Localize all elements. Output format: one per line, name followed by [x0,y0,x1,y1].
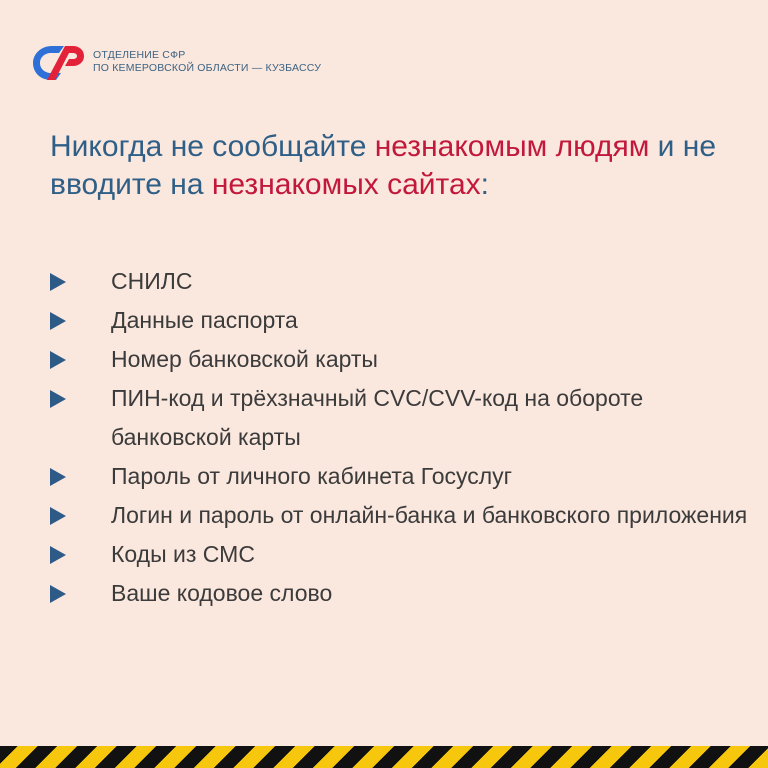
hazard-stripe [0,746,768,768]
triangle-bullet-icon [50,585,66,603]
list-item-text: Коды из СМС [111,541,255,567]
list-item [0,262,768,301]
headline [50,128,740,204]
list-item-text: Данные паспорта [111,307,298,333]
list-item-text: Пароль от личного кабинета Госуслуг [111,463,513,489]
list-item [0,496,768,535]
headline-part2: и не вводите на [50,130,717,201]
triangle-bullet-icon [50,507,66,525]
list-item [0,535,768,574]
list-item [0,379,768,457]
list-item-text: СНИЛС [111,268,193,294]
list-item-text: ПИН-код и трёхзначный CVC/CVV-код на обороте банковской карты [111,385,644,450]
list-item-text: Номер банковской карты [111,346,378,372]
headline-part3: : [480,168,489,201]
triangle-bullet-icon [50,468,66,486]
sensitive-data-list [0,262,768,613]
org-name-line1: ОТДЕЛЕНИЕ СФР [93,49,186,61]
triangle-bullet-icon [50,312,66,330]
list-item [0,457,768,496]
list-item [0,574,768,613]
list-item-text: Ваше кодовое слово [111,580,333,606]
list-item [0,301,768,340]
sfr-logo-icon [29,42,87,82]
headline-part1: Никогда не сообщайте [50,130,375,163]
headline-accent-strangers: незнакомым людям [374,130,650,163]
triangle-bullet-icon [50,390,66,408]
organization-name [93,49,321,75]
header [29,42,321,82]
list-item [0,340,768,379]
triangle-bullet-icon [50,351,66,369]
list-item-text: Логин и пароль от онлайн-банка и банковского приложения [111,502,748,528]
triangle-bullet-icon [50,273,66,291]
triangle-bullet-icon [50,546,66,564]
org-name-line2: ПО КЕМЕРОВСКОЙ ОБЛАСТИ — КУЗБАССУ [93,62,322,74]
headline-accent-sites: незнакомых сайтах [211,168,481,201]
